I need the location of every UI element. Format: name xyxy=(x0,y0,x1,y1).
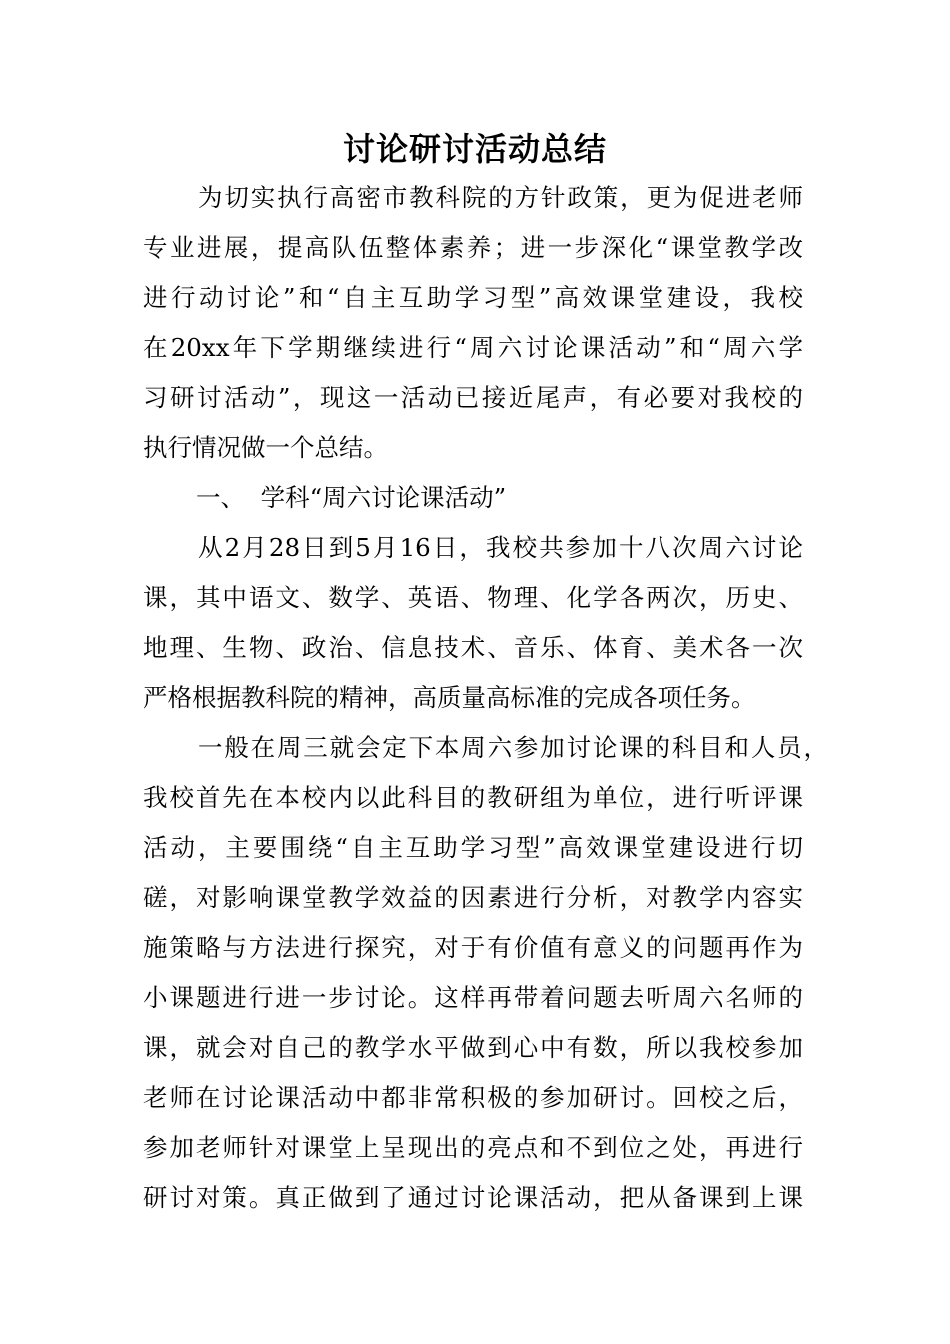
paragraph-line: 在20xx年下学期继续进行“周六讨论课活动”和“周六学 xyxy=(143,333,803,362)
paragraph-line: 磋，对影响课堂教学效益的因素进行分析，对教学内容实 xyxy=(143,883,803,912)
paragraph-line: 研讨对策。真正做到了通过讨论课活动，把从备课到上课 xyxy=(143,1183,803,1212)
paragraph-line: 我校首先在本校内以此科目的教研组为单位，进行听评课 xyxy=(143,783,803,812)
paragraph-line: 小课题进行进一步讨论。这样再带着问题去听周六名师的 xyxy=(143,983,803,1012)
paragraph-line: 从2月28日到5月16日，我校共参加十八次周六讨论 xyxy=(198,533,803,562)
paragraph-line: 活动，主要围绕“自主互助学习型”高效课堂建设进行切 xyxy=(143,833,803,862)
paragraph-line: 习研讨活动”，现这一活动已接近尾声，有必要对我校的 xyxy=(143,383,803,412)
paragraph-line: 严格根据教科院的精神，高质量高标准的完成各项任务。 xyxy=(143,683,756,712)
paragraph-line: 一般在周三就会定下本周六参加讨论课的科目和人员， xyxy=(198,733,828,762)
paragraph-line: 课，就会对自己的教学水平做到心中有数，所以我校参加 xyxy=(143,1033,803,1062)
document-title: 讨论研讨活动总结 xyxy=(342,130,607,168)
paragraph-line: 施策略与方法进行探究，对于有价值有意义的问题再作为 xyxy=(143,933,803,962)
paragraph-line: 为切实执行高密市教科院的方针政策，更为促进老师 xyxy=(198,183,803,212)
section-heading: 一、 学科“周六讨论课活动” xyxy=(196,483,507,512)
paragraph-line: 专业进展，提高队伍整体素养；进一步深化“课堂教学改 xyxy=(143,233,803,262)
paragraph-line: 地理、生物、政治、信息技术、音乐、体育、美术各一次 xyxy=(143,633,803,662)
paragraph-line: 课，其中语文、数学、英语、物理、化学各两次，历史、 xyxy=(143,583,803,612)
paragraph-line: 进行动讨论”和“自主互助学习型”高效课堂建设，我校 xyxy=(143,283,803,312)
paragraph-line: 老师在讨论课活动中都非常积极的参加研讨。回校之后， xyxy=(143,1083,803,1112)
paragraph-line: 执行情况做一个总结。 xyxy=(143,433,388,462)
paragraph-line: 参加老师针对课堂上呈现出的亮点和不到位之处，再进行 xyxy=(143,1133,803,1162)
